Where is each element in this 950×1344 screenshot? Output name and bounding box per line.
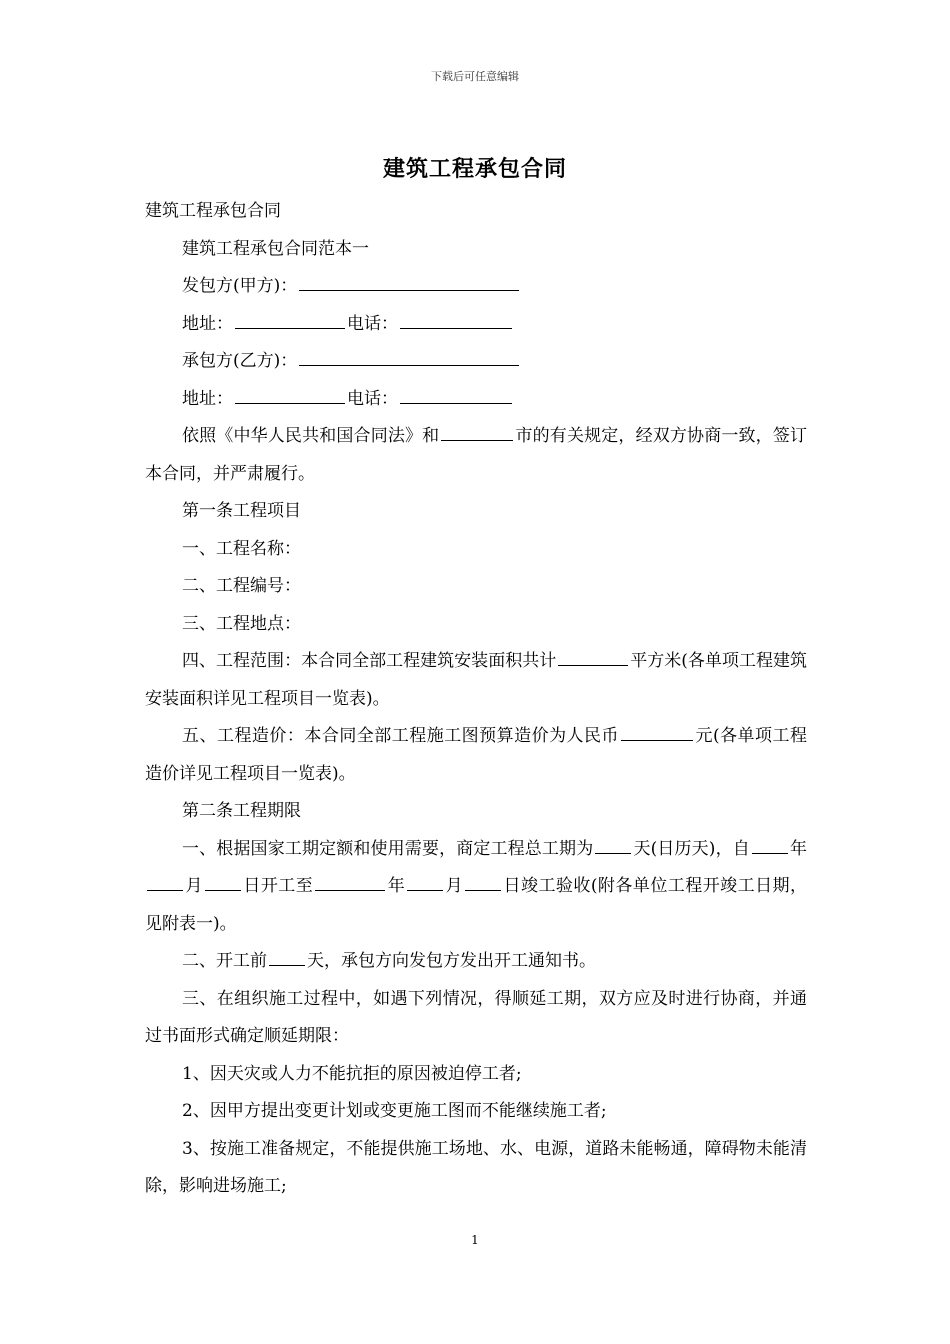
- fill-blank: [400, 402, 512, 404]
- fill-blank: [558, 664, 628, 666]
- article-heading: 第一条工程项目: [182, 501, 301, 521]
- text-segment: 元(各单项工程造价详见工程项目一览表)。: [145, 726, 807, 784]
- list-item: 一、工程名称：: [182, 538, 301, 559]
- list-item: [145, 718, 807, 793]
- header-note: 下载后可任意编辑: [431, 70, 519, 83]
- fill-blank: [315, 889, 385, 891]
- list-item: 2、因甲方提出变更计划或变更施工图而不能继续施工者;: [182, 1101, 607, 1121]
- fill-blank: [400, 327, 512, 329]
- text-segment: 一、根据国家工期定额和使用需要，商定工程总工期为: [182, 838, 594, 859]
- fill-blank: [235, 402, 345, 404]
- fill-blank: [407, 889, 443, 891]
- text-segment: 天(日历天)，自: [633, 838, 750, 859]
- list-item: [145, 831, 807, 944]
- party-b-line: [145, 343, 807, 381]
- fill-blank: [752, 852, 788, 854]
- paragraph-preamble: [145, 418, 807, 493]
- list-item: [145, 943, 807, 981]
- party-a-line: [145, 268, 807, 306]
- phone-label: 电话：: [347, 388, 398, 409]
- fill-blank: [621, 739, 693, 741]
- fill-blank: [269, 964, 305, 966]
- text-segment: 年: [789, 838, 808, 859]
- paragraph-heading: 建筑工程承包合同: [145, 201, 281, 221]
- party-b-label: 承包方(乙方)：: [182, 351, 298, 371]
- fill-blank: [441, 439, 513, 441]
- document-title: 建筑工程承包合同: [382, 156, 567, 182]
- list-item: 二、工程编号：: [182, 576, 301, 596]
- party-b-contact-line: [145, 381, 807, 419]
- fill-blank: [299, 364, 519, 366]
- text-segment: 依照《中华人民共和国合同法》和: [182, 426, 440, 446]
- text-segment: 五、工程造价：本合同全部工程施工图预算造价为人民币: [182, 726, 619, 746]
- text-segment: 年: [387, 876, 406, 896]
- article-heading: 第二条工程期限: [182, 801, 301, 821]
- text-segment: 四、工程范围：本合同全部工程建筑安装面积共计: [182, 651, 557, 671]
- text-segment: 二、开工前: [182, 951, 267, 971]
- list-item: 三、在组织施工过程中，如遇下列情况，得顺延工期，双方应及时进行协商，并通过书面形式确定顺延期限：: [145, 988, 807, 1046]
- party-a-contact-line: [145, 306, 807, 344]
- fill-blank: [235, 327, 345, 329]
- list-item: 1、因天灾或人力不能抗拒的原因被迫停工者;: [182, 1063, 522, 1084]
- list-item: 三、工程地点：: [182, 613, 301, 634]
- fill-blank: [595, 852, 631, 854]
- phone-label: 电话：: [347, 313, 398, 334]
- text-segment: 平方米(各单项工程建筑安装面积详见工程项目一览表)。: [145, 651, 808, 709]
- list-item: 3、按施工准备规定，不能提供施工场地、水、电源，道路未能畅通，障碍物未能清除，影响进场施工;: [145, 1138, 807, 1196]
- text-segment: 市的有关规定，经双方协商一致，签订本合同，并严肃履行。: [145, 426, 807, 484]
- fill-blank: [299, 289, 519, 291]
- text-segment: 月: [445, 876, 464, 896]
- paragraph-subheading: 建筑工程承包合同范本一: [182, 238, 369, 259]
- document-body: [145, 193, 807, 1206]
- fill-blank: [465, 889, 501, 891]
- text-segment: 日竣工验收(附各单位工程开竣工日期，见附表一)。: [145, 876, 808, 934]
- list-item: [145, 643, 807, 718]
- fill-blank: [205, 889, 241, 891]
- party-a-label: 发包方(甲方)：: [182, 276, 298, 296]
- address-label: 地址：: [182, 313, 233, 334]
- fill-blank: [147, 889, 183, 891]
- text-segment: 月: [185, 876, 203, 896]
- text-segment: 日开工至: [242, 876, 314, 896]
- page-number: 1: [471, 1233, 479, 1247]
- text-segment: 天，承包方向发包方发出开工通知书。: [307, 951, 596, 971]
- address-label: 地址：: [182, 388, 233, 409]
